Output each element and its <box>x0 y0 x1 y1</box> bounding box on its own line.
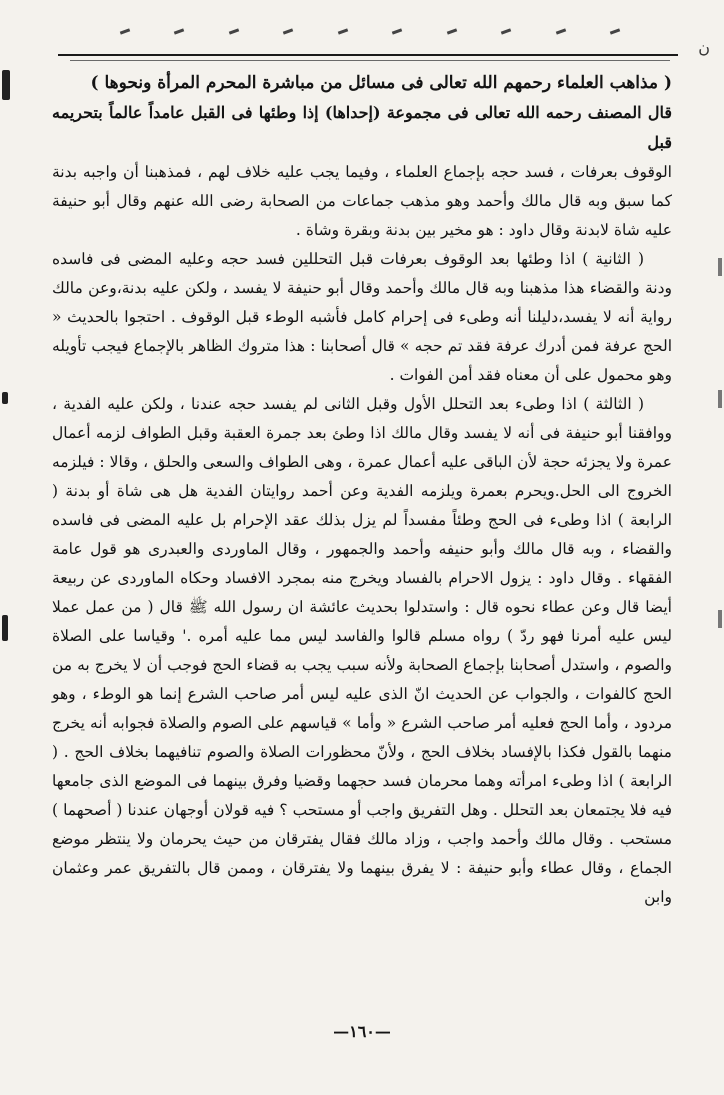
top-rule-thin <box>70 60 670 61</box>
top-scan-marks <box>120 30 620 33</box>
paragraph: الوقوف بعرفات ، فسد حجه بإجماع العلماء ، وفيما يجب عليه خلاف لهم ، فمذهبنا أن واجبه بدنة كما سبق وبه قال مالك وأحمد وهو مذهب جماعات من الصحابة رضى الله عنهم وقال أبو حنيفة عليه شاة لابدنة وقال داود : هو مخير بين بدنة وبقرة وشاة . <box>52 163 672 239</box>
left-edge-mark <box>2 615 8 641</box>
top-rule <box>58 54 678 56</box>
right-edge-mark <box>718 390 722 408</box>
page-content <box>52 62 672 912</box>
corner-mark: ن <box>698 38 710 57</box>
paragraph: ( الثانية ) اذا وطئها بعد الوقوف بعرفات قبل التحللين فسد حجه وعليه المضى فى فاسده ودنة والقضاء هذا مذهبنا وبه قال مالك وأحمد وقال أبو حنيفة لا يفسد ، ولكن عليه بدنة،وعن مالك رواية أنه لا يفسد،دليلنا أنه وطىء فى إحرام كامل فأشبه الوطء قبل الوقوف . احتجوا بالحديث « الحج عرفة فمن أدرك عرفة فقد تم حجه » قال أصحابنا : هذا متروك الظاهر بالإجماع فيجب تأويله وهو محمول على أن معناه فقد أمن الفوات . <box>52 250 672 384</box>
left-edge-mark <box>2 392 8 404</box>
section-subheading: قال المصنف رحمه الله تعالى فى مجموعة (إحداها) إذا وطئها فى القبل عامداً عالماً بتحريمه قبل <box>52 103 672 152</box>
right-edge-mark <box>718 610 722 628</box>
left-edge-mark <box>2 70 10 100</box>
right-edge-mark <box>718 258 722 276</box>
paragraph: ( الثالثة ) اذا وطىء بعد التحلل الأول وقبل الثانى لم يفسد حجه عندنا ، ولكن عليه الفدية ، ووافقنا أبو حنيفة فى أنه لا يفسد وقال مالك اذا وطئ بعد جمرة العقبة وقبل الطواف لزمه أعمال عمرة ولا يجزئه حجة لأن الباقى عليه أعمال عمرة ، وهى الطواف والسعى والحلق ، وقالا : فيلزمه الخروج الى الحل.ويحرم بعمرة ويلزمه الفدية وعن أحمد روايتان الفدية هل هى شاة أو بدنة ( الرابعة ) اذا وطىء فى الحج وطئاً مفسداً لم يزل بذلك عقد الإحرام بل عليه المضى فى فاسده والقضاء ، وبه قال مالك وأبو حنيفه وأحمد والجمهور ، وقال الماوردى والعبدرى هو قول عامة الفقهاء . وقال داود : يزول الاحرام بالفساد ويخرج منه بمجرد الافساد وحكاه الماوردى عن ربيعة أيضا قال وعن عطاء نحوه قال : واستدلوا بحديث عائشة ان رسول الله ﷺ قال ( من عمل عملا ليس عليه أمرنا فهو ردّ ) رواه مسلم قالوا والفاسد ليس مما عليه أمره .' وقياسا على الصلاة والصوم ، واستدل أصحابنا بإجماع الصحابة ولأنه سبب يجب به قضاء الحج فوجب أن لا يخرج به من الحج كالفوات ، والجواب عن الحديث انّ الذى عليه ليس أمر صاحب الشرع إنما هو الوطء ، وهو مردود ، وأما الحج فعليه أمر صاحب الشرع « وأما » قياسهم على الصوم والصلاة فجوابه أنه يخرج منهما بالقول فكذا بالإفساد بخلاف الحج ، ولأنّ محظورات الصلاة والصوم تنافيهما بخلاف الحج . ( الرابعة ) اذا وطىء امرأته وهما محرمان فسد حجهما وقضيا وفرق بينهما فى الموضع الذى جامعها فيه فلا يجتمعان بعد التحلل . وهل التفريق واجب أو مستحب ؟ فيه قولان أوجهان عندنا ( أصحهما ) مستحب . وقال مالك وأحمد واجب ، وزاد مالك فقال يفترقان من حيث يحرمان ولا ينتظر موضع الجماع ، وقال عطاء وأبو حنيفة : لا يفرق بينهما ولا يفترقان ، وممن قال بالتفريق عمر وعثمان وابن <box>52 395 672 906</box>
section-heading: ( مذاهب العلماء رحمهم الله تعالى فى مسائل من مباشرة المحرم المرأة ونحوها ) <box>90 73 672 93</box>
page-number: —١٦٠— <box>333 1022 391 1041</box>
